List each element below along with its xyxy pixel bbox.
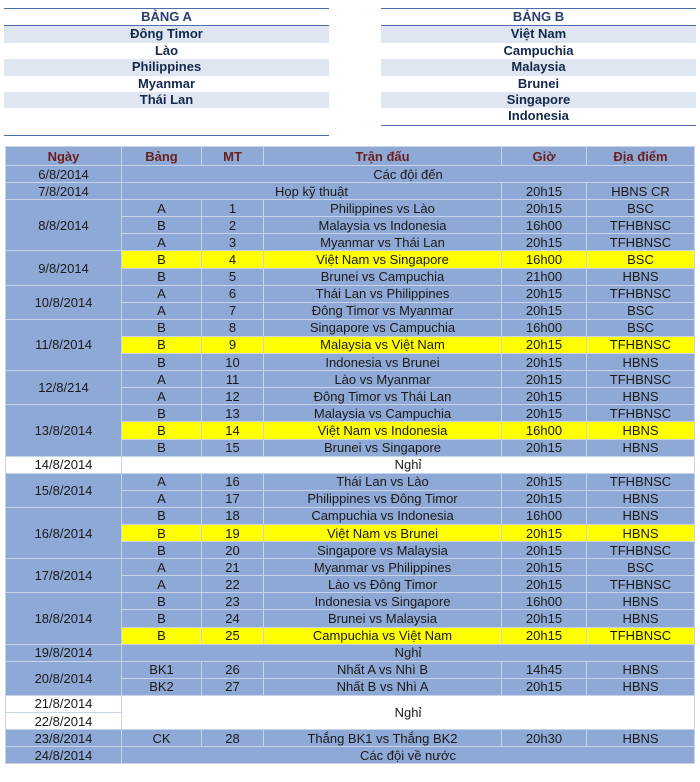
match-teams: Brunei vs Malaysia <box>264 610 502 627</box>
match-time: 20h15 <box>502 542 587 559</box>
match-group: B <box>122 336 202 353</box>
match-number: 19 <box>202 524 264 541</box>
match-teams: Singapore vs Campuchia <box>264 319 502 336</box>
match-row <box>6 559 695 576</box>
match-group: A <box>122 559 202 576</box>
match-group: A <box>122 576 202 593</box>
match-number: 4 <box>202 251 264 268</box>
header-date: Ngày <box>6 147 122 166</box>
group-a-team: Philippines <box>4 59 329 75</box>
match-number: 10 <box>202 354 264 371</box>
match-group: A <box>122 490 202 507</box>
match-date: 12/8/214 <box>6 371 122 405</box>
match-date: 10/8/2014 <box>6 285 122 319</box>
note-row <box>6 183 695 200</box>
match-teams: Đông Timor vs Thái Lan <box>264 388 502 405</box>
match-row <box>6 661 695 678</box>
note-text: Các đội về nước <box>122 747 695 764</box>
group-a-title: BẢNG A <box>4 8 329 26</box>
header-match-no: MT <box>202 147 264 166</box>
match-teams: Thái Lan vs Philippines <box>264 285 502 302</box>
match-venue: BSC <box>587 200 695 217</box>
group-a-team: Thái Lan <box>4 92 329 108</box>
match-venue: HBNS <box>587 388 695 405</box>
match-time: 20h15 <box>502 302 587 319</box>
match-time: 16h00 <box>502 507 587 524</box>
match-teams: Singapore vs Malaysia <box>264 542 502 559</box>
match-number: 23 <box>202 593 264 610</box>
match-time: 20h15 <box>502 439 587 456</box>
match-row <box>6 371 695 388</box>
group-b-team: Campuchia <box>381 43 696 59</box>
group-b-team: Việt Nam <box>381 26 696 42</box>
match-group: B <box>122 542 202 559</box>
match-group: A <box>122 234 202 251</box>
match-number: 22 <box>202 576 264 593</box>
group-b-team: Malaysia <box>381 59 696 75</box>
match-teams: Thắng BK1 vs Thắng BK2 <box>264 730 502 747</box>
match-row <box>6 593 695 610</box>
match-group: A <box>122 388 202 405</box>
match-venue: TFHBNSC <box>587 542 695 559</box>
group-b-team: Singapore <box>381 92 696 108</box>
match-date: 8/8/2014 <box>6 200 122 251</box>
match-number: 26 <box>202 661 264 678</box>
group-a-team: Lào <box>4 43 329 59</box>
match-teams: Indonesia vs Singapore <box>264 593 502 610</box>
note-venue: HBNS CR <box>587 183 695 200</box>
match-teams: Nhất A vs Nhì B <box>264 661 502 678</box>
match-row <box>6 200 695 217</box>
match-row <box>6 319 695 336</box>
match-teams: Việt Nam vs Brunei <box>264 524 502 541</box>
match-time: 16h00 <box>502 422 587 439</box>
match-teams: Philippines vs Lào <box>264 200 502 217</box>
match-venue: TFHBNSC <box>587 217 695 234</box>
match-number: 7 <box>202 302 264 319</box>
match-teams: Malaysia vs Indonesia <box>264 217 502 234</box>
match-group: B <box>122 627 202 644</box>
match-number: 24 <box>202 610 264 627</box>
match-number: 1 <box>202 200 264 217</box>
match-venue: HBNS <box>587 661 695 678</box>
note-text: Họp kỹ thuật <box>122 183 502 200</box>
match-time: 21h00 <box>502 268 587 285</box>
match-time: 16h00 <box>502 251 587 268</box>
match-teams: Đông Timor vs Myanmar <box>264 302 502 319</box>
match-time: 14h45 <box>502 661 587 678</box>
match-teams: Việt Nam vs Singapore <box>264 251 502 268</box>
match-venue: TFHBNSC <box>587 336 695 353</box>
match-venue: HBNS <box>587 422 695 439</box>
match-group: B <box>122 217 202 234</box>
note-row <box>6 747 695 764</box>
match-time: 20h15 <box>502 336 587 353</box>
match-time: 20h15 <box>502 388 587 405</box>
note-text: Nghỉ <box>122 456 695 473</box>
note-date: 6/8/2014 <box>6 166 122 183</box>
match-teams: Thái Lan vs Lào <box>264 473 502 490</box>
match-time: 16h00 <box>502 593 587 610</box>
match-number: 5 <box>202 268 264 285</box>
match-time: 20h15 <box>502 405 587 422</box>
match-venue: TFHBNSC <box>587 234 695 251</box>
match-number: 28 <box>202 730 264 747</box>
match-group: B <box>122 422 202 439</box>
match-group: CK <box>122 730 202 747</box>
match-teams: Philippines vs Đông Timor <box>264 490 502 507</box>
match-date: 16/8/2014 <box>6 507 122 558</box>
match-group: BK2 <box>122 678 202 695</box>
match-time: 20h15 <box>502 285 587 302</box>
match-number: 15 <box>202 439 264 456</box>
match-venue: HBNS <box>587 354 695 371</box>
match-number: 18 <box>202 507 264 524</box>
match-venue: BSC <box>587 319 695 336</box>
match-venue: HBNS <box>587 610 695 627</box>
match-group: B <box>122 268 202 285</box>
match-row <box>6 285 695 302</box>
match-teams: Myanmar vs Thái Lan <box>264 234 502 251</box>
match-teams: Nhất B vs Nhì A <box>264 678 502 695</box>
match-date: 20/8/2014 <box>6 661 122 695</box>
match-number: 2 <box>202 217 264 234</box>
match-venue: TFHBNSC <box>587 405 695 422</box>
header-venue: Địa điểm <box>587 147 695 166</box>
match-time: 20h15 <box>502 200 587 217</box>
match-time: 20h15 <box>502 559 587 576</box>
match-time: 20h15 <box>502 576 587 593</box>
group-a-team: Đông Timor <box>4 26 329 42</box>
match-time: 20h15 <box>502 354 587 371</box>
group-b-team: Brunei <box>381 76 696 92</box>
match-teams: Brunei vs Singapore <box>264 439 502 456</box>
match-number: 9 <box>202 336 264 353</box>
match-time: 20h15 <box>502 610 587 627</box>
group-a-empty-row <box>4 108 329 124</box>
match-time: 20h15 <box>502 473 587 490</box>
rest-date: 22/8/2014 <box>6 713 122 730</box>
match-time: 16h00 <box>502 217 587 234</box>
group-b-team: Indonesia <box>381 108 696 125</box>
match-venue: BSC <box>587 302 695 319</box>
note-text: Các đội đến <box>122 166 695 183</box>
match-number: 14 <box>202 422 264 439</box>
match-number: 21 <box>202 559 264 576</box>
match-teams: Campuchia vs Indonesia <box>264 507 502 524</box>
group-a-bottom-border <box>4 125 329 136</box>
note-date: 19/8/2014 <box>6 644 122 661</box>
group-b-table <box>381 8 696 126</box>
match-group: B <box>122 524 202 541</box>
match-date: 18/8/2014 <box>6 593 122 644</box>
match-date: 15/8/2014 <box>6 473 122 507</box>
match-time: 20h30 <box>502 730 587 747</box>
match-venue: BSC <box>587 559 695 576</box>
match-group: B <box>122 439 202 456</box>
match-venue: TFHBNSC <box>587 473 695 490</box>
match-venue: TFHBNSC <box>587 285 695 302</box>
match-number: 25 <box>202 627 264 644</box>
header-time: Giờ <box>502 147 587 166</box>
match-time: 20h15 <box>502 371 587 388</box>
note-row <box>6 644 695 661</box>
match-group: A <box>122 200 202 217</box>
note-row <box>6 166 695 183</box>
match-number: 6 <box>202 285 264 302</box>
header-match: Trận đấu <box>264 147 502 166</box>
match-number: 8 <box>202 319 264 336</box>
match-teams: Myanmar vs Philippines <box>264 559 502 576</box>
match-venue: HBNS <box>587 490 695 507</box>
note-text: Nghỉ <box>122 644 695 661</box>
match-number: 13 <box>202 405 264 422</box>
match-date: 17/8/2014 <box>6 559 122 593</box>
match-time: 20h15 <box>502 678 587 695</box>
match-group: B <box>122 593 202 610</box>
match-teams: Lào vs Myanmar <box>264 371 502 388</box>
rest-row <box>6 695 695 712</box>
note-date: 14/8/2014 <box>6 456 122 473</box>
match-row <box>6 730 695 747</box>
match-number: 12 <box>202 388 264 405</box>
group-a-table <box>4 8 329 136</box>
match-group: B <box>122 610 202 627</box>
match-group: A <box>122 473 202 490</box>
match-group: B <box>122 354 202 371</box>
note-row <box>6 456 695 473</box>
match-teams: Indonesia vs Brunei <box>264 354 502 371</box>
group-a-team: Myanmar <box>4 76 329 92</box>
match-time: 20h15 <box>502 234 587 251</box>
match-group: A <box>122 302 202 319</box>
match-row <box>6 251 695 268</box>
match-number: 17 <box>202 490 264 507</box>
match-number: 11 <box>202 371 264 388</box>
match-venue: HBNS <box>587 678 695 695</box>
match-date: 11/8/2014 <box>6 319 122 370</box>
header-group: Bảng <box>122 147 202 166</box>
match-venue: HBNS <box>587 593 695 610</box>
match-time: 20h15 <box>502 627 587 644</box>
match-venue: HBNS <box>587 507 695 524</box>
match-venue: HBNS <box>587 439 695 456</box>
schedule-table <box>5 146 695 764</box>
match-number: 20 <box>202 542 264 559</box>
match-group: A <box>122 371 202 388</box>
match-teams: Việt Nam vs Indonesia <box>264 422 502 439</box>
match-group: A <box>122 285 202 302</box>
note-date: 7/8/2014 <box>6 183 122 200</box>
match-date: 13/8/2014 <box>6 405 122 456</box>
match-group: BK1 <box>122 661 202 678</box>
match-group: B <box>122 251 202 268</box>
schedule-header-row <box>6 147 695 166</box>
match-row <box>6 405 695 422</box>
match-venue: HBNS <box>587 268 695 285</box>
match-row <box>6 473 695 490</box>
match-teams: Lào vs Đông Timor <box>264 576 502 593</box>
match-date: 9/8/2014 <box>6 251 122 285</box>
match-teams: Malaysia vs Việt Nam <box>264 336 502 353</box>
match-number: 16 <box>202 473 264 490</box>
rest-date: 21/8/2014 <box>6 695 122 712</box>
match-teams: Malaysia vs Campuchia <box>264 405 502 422</box>
group-b-title: BẢNG B <box>381 8 696 26</box>
match-teams: Brunei vs Campuchia <box>264 268 502 285</box>
match-venue: TFHBNSC <box>587 371 695 388</box>
match-number: 3 <box>202 234 264 251</box>
match-row <box>6 507 695 524</box>
note-date: 24/8/2014 <box>6 747 122 764</box>
match-venue: HBNS <box>587 524 695 541</box>
match-time: 20h15 <box>502 490 587 507</box>
match-group: B <box>122 507 202 524</box>
match-number: 27 <box>202 678 264 695</box>
match-time: 20h15 <box>502 524 587 541</box>
note-time: 20h15 <box>502 183 587 200</box>
match-venue: TFHBNSC <box>587 627 695 644</box>
match-group: B <box>122 405 202 422</box>
match-date: 23/8/2014 <box>6 730 122 747</box>
match-teams: Campuchia vs Việt Nam <box>264 627 502 644</box>
match-venue: BSC <box>587 251 695 268</box>
match-venue: TFHBNSC <box>587 576 695 593</box>
rest-note: Nghỉ <box>122 695 695 729</box>
match-group: B <box>122 319 202 336</box>
match-time: 16h00 <box>502 319 587 336</box>
match-venue: HBNS <box>587 730 695 747</box>
